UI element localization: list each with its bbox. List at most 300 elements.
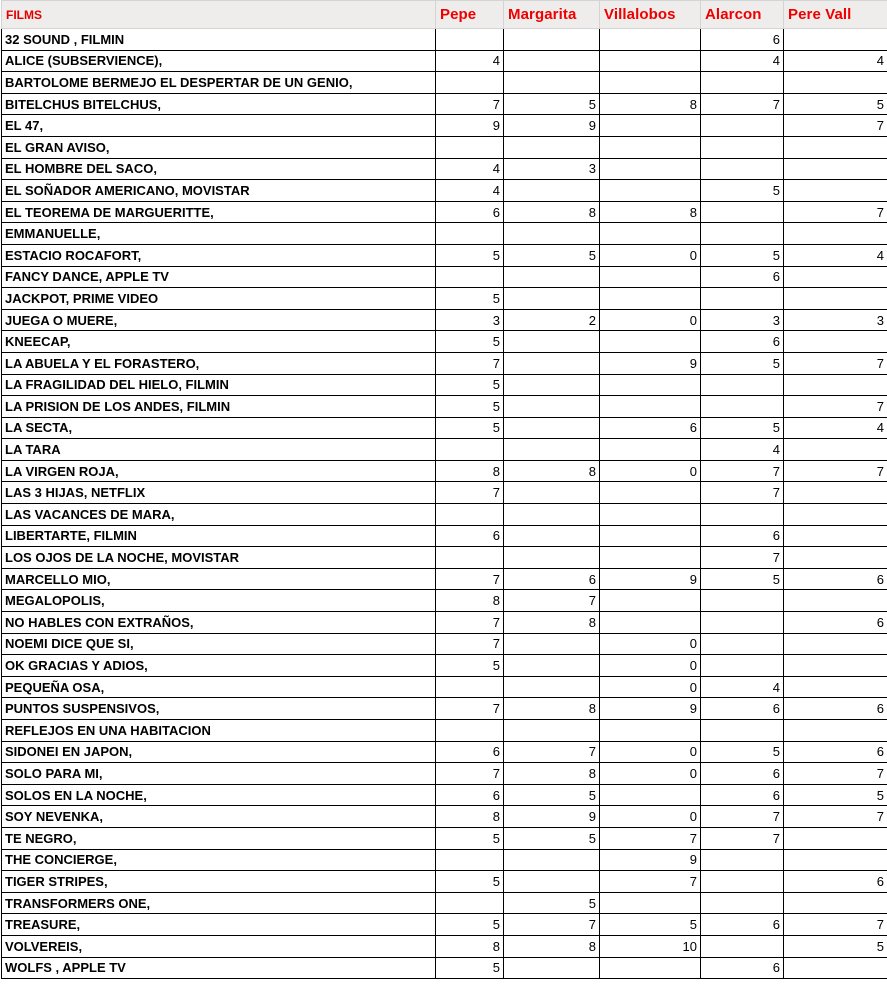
table-row bbox=[2, 612, 887, 634]
rating-cell-villalobos[interactable] bbox=[600, 29, 701, 51]
table-row bbox=[2, 525, 887, 547]
rating-cell-margarita[interactable]: 5 bbox=[504, 784, 600, 806]
rating-cell-villalobos[interactable]: 7 bbox=[600, 871, 701, 893]
rating-cell-margarita[interactable]: 5 bbox=[504, 892, 600, 914]
rating-cell-margarita[interactable] bbox=[504, 525, 600, 547]
rating-cell-pepe[interactable]: 7 bbox=[436, 352, 504, 374]
table-row bbox=[2, 72, 887, 94]
rating-cell-margarita[interactable] bbox=[504, 396, 600, 418]
rating-cell-pere-vall[interactable]: 7 bbox=[784, 115, 887, 137]
rating-cell-pepe[interactable]: 8 bbox=[436, 935, 504, 957]
film-title-cell[interactable]: SOLOS EN LA NOCHE, bbox=[2, 784, 436, 806]
rating-cell-margarita[interactable] bbox=[504, 871, 600, 893]
table-row bbox=[2, 374, 887, 396]
rating-cell-alarcon[interactable]: 5 bbox=[701, 244, 784, 266]
rating-cell-villalobos[interactable]: 0 bbox=[600, 763, 701, 785]
rating-cell-alarcon[interactable]: 6 bbox=[701, 698, 784, 720]
film-title-cell[interactable]: LA VIRGEN ROJA, bbox=[2, 460, 436, 482]
rating-cell-alarcon[interactable]: 7 bbox=[701, 93, 784, 115]
film-title-cell[interactable]: LA FRAGILIDAD DEL HIELO, FILMIN bbox=[2, 374, 436, 396]
table-row bbox=[2, 115, 887, 137]
rating-cell-margarita[interactable]: 8 bbox=[504, 763, 600, 785]
rating-cell-margarita[interactable] bbox=[504, 957, 600, 979]
rating-cell-villalobos[interactable]: 9 bbox=[600, 849, 701, 871]
rating-cell-villalobos[interactable] bbox=[600, 482, 701, 504]
rating-cell-pepe[interactable]: 6 bbox=[436, 201, 504, 223]
rating-cell-alarcon[interactable]: 7 bbox=[701, 547, 784, 569]
rating-cell-villalobos[interactable]: 0 bbox=[600, 244, 701, 266]
rating-cell-pere-vall[interactable] bbox=[784, 29, 887, 51]
rating-cell-pere-vall[interactable]: 4 bbox=[784, 244, 887, 266]
film-title-cell[interactable]: EL TEOREMA DE MARGUERITTE, bbox=[2, 201, 436, 223]
film-title-cell[interactable]: BARTOLOME BERMEJO EL DESPERTAR DE UN GENIO, bbox=[2, 72, 436, 94]
rating-cell-margarita[interactable] bbox=[504, 223, 600, 245]
rating-cell-villalobos[interactable]: 6 bbox=[600, 417, 701, 439]
rating-cell-alarcon[interactable]: 7 bbox=[701, 482, 784, 504]
rating-cell-villalobos[interactable]: 7 bbox=[600, 827, 701, 849]
film-title-cell[interactable]: OK GRACIAS Y ADIOS, bbox=[2, 655, 436, 677]
rating-cell-pepe[interactable]: 5 bbox=[436, 871, 504, 893]
rating-cell-pepe[interactable] bbox=[436, 223, 504, 245]
rating-cell-pere-vall[interactable]: 6 bbox=[784, 741, 887, 763]
rating-cell-pepe[interactable]: 5 bbox=[436, 374, 504, 396]
rating-cell-pepe[interactable] bbox=[436, 547, 504, 569]
rating-cell-margarita[interactable]: 7 bbox=[504, 590, 600, 612]
rating-cell-pepe[interactable] bbox=[436, 849, 504, 871]
film-title-cell[interactable]: NO HABLES CON EXTRAÑOS, bbox=[2, 612, 436, 634]
rating-cell-villalobos[interactable] bbox=[600, 547, 701, 569]
rating-cell-alarcon[interactable] bbox=[701, 115, 784, 137]
rating-cell-margarita[interactable]: 8 bbox=[504, 698, 600, 720]
rating-cell-pere-vall[interactable] bbox=[784, 547, 887, 569]
table-row bbox=[2, 482, 887, 504]
rating-cell-pepe[interactable]: 5 bbox=[436, 244, 504, 266]
rating-cell-margarita[interactable]: 9 bbox=[504, 806, 600, 828]
rating-cell-alarcon[interactable] bbox=[701, 136, 784, 158]
rating-cell-villalobos[interactable] bbox=[600, 396, 701, 418]
rating-cell-alarcon[interactable]: 6 bbox=[701, 914, 784, 936]
table-row bbox=[2, 741, 887, 763]
rating-cell-margarita[interactable] bbox=[504, 136, 600, 158]
table-row bbox=[2, 633, 887, 655]
film-title-cell[interactable]: LIBERTARTE, FILMIN bbox=[2, 525, 436, 547]
rating-cell-alarcon[interactable] bbox=[701, 374, 784, 396]
rating-cell-villalobos[interactable]: 9 bbox=[600, 698, 701, 720]
column-header-pepe[interactable]: Pepe bbox=[436, 1, 504, 29]
rating-cell-margarita[interactable] bbox=[504, 50, 600, 72]
film-title-cell[interactable]: PEQUEÑA OSA, bbox=[2, 676, 436, 698]
rating-cell-villalobos[interactable]: 0 bbox=[600, 676, 701, 698]
film-title-cell[interactable]: REFLEJOS EN UNA HABITACION bbox=[2, 720, 436, 742]
rating-cell-margarita[interactable] bbox=[504, 547, 600, 569]
rating-cell-margarita[interactable]: 5 bbox=[504, 244, 600, 266]
film-title-cell[interactable]: MEGALOPOLIS, bbox=[2, 590, 436, 612]
rating-cell-villalobos[interactable] bbox=[600, 525, 701, 547]
rating-cell-alarcon[interactable]: 6 bbox=[701, 763, 784, 785]
table-row bbox=[2, 180, 887, 202]
table-row bbox=[2, 223, 887, 245]
rating-cell-alarcon[interactable] bbox=[701, 396, 784, 418]
table-row bbox=[2, 288, 887, 310]
film-title-cell[interactable]: LAS VACANCES DE MARA, bbox=[2, 504, 436, 526]
film-title-cell[interactable]: EL HOMBRE DEL SACO, bbox=[2, 158, 436, 180]
column-header-alarcon[interactable]: Alarcon bbox=[701, 1, 784, 29]
rating-cell-alarcon[interactable] bbox=[701, 590, 784, 612]
rating-cell-pere-vall[interactable] bbox=[784, 439, 887, 461]
film-title-cell[interactable]: SIDONEI EN JAPON, bbox=[2, 741, 436, 763]
table-row bbox=[2, 806, 887, 828]
rating-cell-pere-vall[interactable]: 3 bbox=[784, 309, 887, 331]
film-title-cell[interactable]: TREASURE, bbox=[2, 914, 436, 936]
rating-cell-alarcon[interactable] bbox=[701, 72, 784, 94]
rating-cell-pere-vall[interactable]: 6 bbox=[784, 871, 887, 893]
table-row bbox=[2, 849, 887, 871]
table-row bbox=[2, 827, 887, 849]
rating-cell-pepe[interactable]: 4 bbox=[436, 50, 504, 72]
rating-cell-villalobos[interactable] bbox=[600, 115, 701, 137]
film-title-cell[interactable]: ALICE (SUBSERVIENCE), bbox=[2, 50, 436, 72]
rating-cell-margarita[interactable]: 8 bbox=[504, 201, 600, 223]
rating-cell-pere-vall[interactable] bbox=[784, 72, 887, 94]
table-row bbox=[2, 29, 887, 51]
rating-cell-alarcon[interactable] bbox=[701, 612, 784, 634]
rating-cell-villalobos[interactable]: 10 bbox=[600, 935, 701, 957]
film-title-cell[interactable]: SOY NEVENKA, bbox=[2, 806, 436, 828]
rating-cell-margarita[interactable]: 8 bbox=[504, 935, 600, 957]
rating-cell-pepe[interactable]: 5 bbox=[436, 417, 504, 439]
rating-cell-pepe[interactable]: 7 bbox=[436, 612, 504, 634]
column-header-pere-vall[interactable]: Pere Vall bbox=[784, 1, 887, 29]
rating-cell-pere-vall[interactable] bbox=[784, 633, 887, 655]
rating-cell-pere-vall[interactable]: 5 bbox=[784, 784, 887, 806]
rating-cell-villalobos[interactable] bbox=[600, 331, 701, 353]
rating-cell-villalobos[interactable] bbox=[600, 439, 701, 461]
rating-cell-pepe[interactable]: 3 bbox=[436, 309, 504, 331]
rating-cell-alarcon[interactable] bbox=[701, 849, 784, 871]
table-row bbox=[2, 698, 887, 720]
rating-cell-margarita[interactable]: 2 bbox=[504, 309, 600, 331]
film-title-cell[interactable]: FANCY DANCE, APPLE TV bbox=[2, 266, 436, 288]
rating-cell-margarita[interactable] bbox=[504, 676, 600, 698]
rating-cell-pere-vall[interactable]: 4 bbox=[784, 417, 887, 439]
rating-cell-pere-vall[interactable] bbox=[784, 827, 887, 849]
rating-cell-margarita[interactable] bbox=[504, 633, 600, 655]
rating-cell-villalobos[interactable] bbox=[600, 892, 701, 914]
rating-cell-pere-vall[interactable]: 4 bbox=[784, 50, 887, 72]
film-title-cell[interactable]: EMMANUELLE, bbox=[2, 223, 436, 245]
rating-cell-villalobos[interactable] bbox=[600, 266, 701, 288]
rating-cell-pere-vall[interactable] bbox=[784, 180, 887, 202]
rating-cell-pepe[interactable]: 6 bbox=[436, 741, 504, 763]
film-title-cell[interactable]: WOLFS , APPLE TV bbox=[2, 957, 436, 979]
film-title-cell[interactable]: LA SECTA, bbox=[2, 417, 436, 439]
rating-cell-margarita[interactable] bbox=[504, 288, 600, 310]
film-title-cell[interactable]: PUNTOS SUSPENSIVOS, bbox=[2, 698, 436, 720]
rating-cell-alarcon[interactable] bbox=[701, 288, 784, 310]
rating-cell-pere-vall[interactable]: 7 bbox=[784, 201, 887, 223]
rating-cell-villalobos[interactable]: 0 bbox=[600, 460, 701, 482]
film-title-cell[interactable]: TIGER STRIPES, bbox=[2, 871, 436, 893]
rating-cell-alarcon[interactable]: 6 bbox=[701, 331, 784, 353]
rating-cell-alarcon[interactable]: 6 bbox=[701, 784, 784, 806]
table-row bbox=[2, 590, 887, 612]
rating-cell-margarita[interactable] bbox=[504, 352, 600, 374]
film-title-cell[interactable]: TE NEGRO, bbox=[2, 827, 436, 849]
rating-cell-villalobos[interactable] bbox=[600, 590, 701, 612]
rating-cell-villalobos[interactable] bbox=[600, 136, 701, 158]
rating-cell-alarcon[interactable]: 7 bbox=[701, 806, 784, 828]
film-title-cell[interactable]: NOEMI DICE QUE SI, bbox=[2, 633, 436, 655]
rating-cell-alarcon[interactable] bbox=[701, 201, 784, 223]
rating-cell-margarita[interactable] bbox=[504, 482, 600, 504]
rating-cell-alarcon[interactable] bbox=[701, 633, 784, 655]
table-row bbox=[2, 763, 887, 785]
rating-cell-villalobos[interactable]: 0 bbox=[600, 741, 701, 763]
rating-cell-alarcon[interactable]: 3 bbox=[701, 309, 784, 331]
rating-cell-pere-vall[interactable]: 5 bbox=[784, 935, 887, 957]
ratings-table bbox=[1, 0, 887, 979]
rating-cell-margarita[interactable] bbox=[504, 849, 600, 871]
rating-cell-margarita[interactable] bbox=[504, 374, 600, 396]
rating-cell-villalobos[interactable] bbox=[600, 504, 701, 526]
rating-cell-pepe[interactable]: 7 bbox=[436, 482, 504, 504]
table-row bbox=[2, 504, 887, 526]
rating-cell-pepe[interactable]: 7 bbox=[436, 698, 504, 720]
rating-cell-villalobos[interactable]: 0 bbox=[600, 655, 701, 677]
rating-cell-alarcon[interactable]: 5 bbox=[701, 417, 784, 439]
rating-cell-pepe[interactable]: 7 bbox=[436, 763, 504, 785]
table-row bbox=[2, 914, 887, 936]
rating-cell-pere-vall[interactable]: 7 bbox=[784, 763, 887, 785]
rating-cell-pepe[interactable]: 5 bbox=[436, 288, 504, 310]
film-title-cell[interactable]: LOS OJOS DE LA NOCHE, MOVISTAR bbox=[2, 547, 436, 569]
rating-cell-villalobos[interactable] bbox=[600, 180, 701, 202]
rating-cell-pepe[interactable]: 7 bbox=[436, 568, 504, 590]
film-title-cell[interactable]: TRANSFORMERS ONE, bbox=[2, 892, 436, 914]
rating-cell-margarita[interactable] bbox=[504, 417, 600, 439]
rating-cell-pepe[interactable] bbox=[436, 892, 504, 914]
rating-cell-villalobos[interactable]: 8 bbox=[600, 93, 701, 115]
rating-cell-pere-vall[interactable] bbox=[784, 957, 887, 979]
rating-cell-margarita[interactable]: 9 bbox=[504, 115, 600, 137]
rating-cell-alarcon[interactable] bbox=[701, 935, 784, 957]
rating-cell-pere-vall[interactable] bbox=[784, 676, 887, 698]
rating-cell-pepe[interactable]: 7 bbox=[436, 633, 504, 655]
rating-cell-pepe[interactable] bbox=[436, 266, 504, 288]
rating-cell-pere-vall[interactable] bbox=[784, 482, 887, 504]
film-title-cell[interactable]: JACKPOT, PRIME VIDEO bbox=[2, 288, 436, 310]
rating-cell-alarcon[interactable]: 6 bbox=[701, 29, 784, 51]
rating-cell-pepe[interactable] bbox=[436, 136, 504, 158]
column-header-films[interactable]: FILMS bbox=[2, 1, 436, 29]
rating-cell-pepe[interactable]: 6 bbox=[436, 784, 504, 806]
rating-cell-pere-vall[interactable] bbox=[784, 331, 887, 353]
rating-cell-alarcon[interactable] bbox=[701, 655, 784, 677]
rating-cell-pepe[interactable] bbox=[436, 439, 504, 461]
rating-cell-pere-vall[interactable] bbox=[784, 892, 887, 914]
film-title-cell[interactable]: LAS 3 HIJAS, NETFLIX bbox=[2, 482, 436, 504]
rating-cell-pepe[interactable]: 5 bbox=[436, 914, 504, 936]
film-title-cell[interactable]: JUEGA O MUERE, bbox=[2, 309, 436, 331]
rating-cell-pepe[interactable] bbox=[436, 676, 504, 698]
table-row bbox=[2, 266, 887, 288]
rating-cell-pepe[interactable]: 6 bbox=[436, 525, 504, 547]
rating-cell-pere-vall[interactable] bbox=[784, 655, 887, 677]
rating-cell-villalobos[interactable] bbox=[600, 720, 701, 742]
rating-cell-margarita[interactable]: 3 bbox=[504, 158, 600, 180]
table-row bbox=[2, 655, 887, 677]
rating-cell-margarita[interactable]: 7 bbox=[504, 741, 600, 763]
rating-cell-margarita[interactable]: 5 bbox=[504, 93, 600, 115]
rating-cell-villalobos[interactable] bbox=[600, 612, 701, 634]
rating-cell-villalobos[interactable]: 0 bbox=[600, 309, 701, 331]
rating-cell-margarita[interactable] bbox=[504, 29, 600, 51]
rating-cell-pere-vall[interactable]: 6 bbox=[784, 568, 887, 590]
film-title-cell[interactable]: BITELCHUS BITELCHUS, bbox=[2, 93, 436, 115]
rating-cell-margarita[interactable] bbox=[504, 72, 600, 94]
rating-cell-alarcon[interactable] bbox=[701, 223, 784, 245]
rating-cell-margarita[interactable]: 6 bbox=[504, 568, 600, 590]
rating-cell-pere-vall[interactable]: 5 bbox=[784, 93, 887, 115]
rating-cell-pere-vall[interactable] bbox=[784, 136, 887, 158]
rating-cell-margarita[interactable] bbox=[504, 720, 600, 742]
rating-cell-alarcon[interactable]: 4 bbox=[701, 676, 784, 698]
rating-cell-alarcon[interactable] bbox=[701, 892, 784, 914]
rating-cell-alarcon[interactable]: 5 bbox=[701, 741, 784, 763]
rating-cell-villalobos[interactable] bbox=[600, 72, 701, 94]
rating-cell-pepe[interactable]: 8 bbox=[436, 806, 504, 828]
rating-cell-pere-vall[interactable]: 7 bbox=[784, 352, 887, 374]
rating-cell-pepe[interactable]: 5 bbox=[436, 957, 504, 979]
rating-cell-pepe[interactable]: 8 bbox=[436, 590, 504, 612]
rating-cell-villalobos[interactable] bbox=[600, 288, 701, 310]
rating-cell-margarita[interactable]: 8 bbox=[504, 612, 600, 634]
rating-cell-pere-vall[interactable]: 7 bbox=[784, 396, 887, 418]
table-row bbox=[2, 871, 887, 893]
rating-cell-pepe[interactable]: 5 bbox=[436, 396, 504, 418]
rating-cell-pere-vall[interactable]: 7 bbox=[784, 914, 887, 936]
rating-cell-margarita[interactable]: 5 bbox=[504, 827, 600, 849]
film-title-cell[interactable]: EL 47, bbox=[2, 115, 436, 137]
rating-cell-alarcon[interactable]: 7 bbox=[701, 827, 784, 849]
rating-cell-villalobos[interactable] bbox=[600, 784, 701, 806]
rating-cell-alarcon[interactable] bbox=[701, 871, 784, 893]
rating-cell-villalobos[interactable] bbox=[600, 223, 701, 245]
rating-cell-pere-vall[interactable] bbox=[784, 158, 887, 180]
rating-cell-alarcon[interactable]: 4 bbox=[701, 439, 784, 461]
rating-cell-alarcon[interactable]: 5 bbox=[701, 352, 784, 374]
rating-cell-pere-vall[interactable] bbox=[784, 266, 887, 288]
film-title-cell[interactable]: LA TARA bbox=[2, 439, 436, 461]
rating-cell-pepe[interactable]: 5 bbox=[436, 827, 504, 849]
rating-cell-pere-vall[interactable]: 6 bbox=[784, 698, 887, 720]
rating-cell-alarcon[interactable]: 4 bbox=[701, 50, 784, 72]
rating-cell-margarita[interactable]: 7 bbox=[504, 914, 600, 936]
rating-cell-margarita[interactable] bbox=[504, 266, 600, 288]
rating-cell-margarita[interactable] bbox=[504, 439, 600, 461]
rating-cell-pere-vall[interactable] bbox=[784, 223, 887, 245]
rating-cell-pere-vall[interactable]: 7 bbox=[784, 806, 887, 828]
rating-cell-margarita[interactable] bbox=[504, 331, 600, 353]
film-title-cell[interactable]: LA ABUELA Y EL FORASTERO, bbox=[2, 352, 436, 374]
column-header-villalobos[interactable]: Villalobos bbox=[600, 1, 701, 29]
rating-cell-alarcon[interactable] bbox=[701, 720, 784, 742]
film-title-cell[interactable]: SOLO PARA MI, bbox=[2, 763, 436, 785]
column-header-margarita[interactable]: Margarita bbox=[504, 1, 600, 29]
rating-cell-alarcon[interactable] bbox=[701, 504, 784, 526]
rating-cell-alarcon[interactable]: 7 bbox=[701, 460, 784, 482]
rating-cell-pere-vall[interactable] bbox=[784, 590, 887, 612]
film-title-cell[interactable]: EL GRAN AVISO, bbox=[2, 136, 436, 158]
rating-cell-villalobos[interactable] bbox=[600, 957, 701, 979]
rating-cell-villalobos[interactable]: 9 bbox=[600, 352, 701, 374]
rating-cell-pepe[interactable] bbox=[436, 504, 504, 526]
table-row bbox=[2, 568, 887, 590]
rating-cell-pere-vall[interactable] bbox=[784, 849, 887, 871]
rating-cell-pepe[interactable]: 7 bbox=[436, 93, 504, 115]
rating-cell-pepe[interactable]: 9 bbox=[436, 115, 504, 137]
rating-cell-pepe[interactable] bbox=[436, 29, 504, 51]
rating-cell-pere-vall[interactable] bbox=[784, 374, 887, 396]
rating-cell-villalobos[interactable]: 0 bbox=[600, 633, 701, 655]
film-title-cell[interactable]: 32 SOUND , FILMIN bbox=[2, 29, 436, 51]
rating-cell-alarcon[interactable] bbox=[701, 158, 784, 180]
rating-cell-pere-vall[interactable] bbox=[784, 720, 887, 742]
rating-cell-pepe[interactable]: 5 bbox=[436, 331, 504, 353]
rating-cell-pere-vall[interactable] bbox=[784, 525, 887, 547]
rating-cell-alarcon[interactable]: 6 bbox=[701, 957, 784, 979]
table-row bbox=[2, 417, 887, 439]
film-title-cell[interactable]: MARCELLO MIO, bbox=[2, 568, 436, 590]
film-title-cell[interactable]: EL SOÑADOR AMERICANO, MOVISTAR bbox=[2, 180, 436, 202]
rating-cell-villalobos[interactable] bbox=[600, 158, 701, 180]
rating-cell-villalobos[interactable]: 8 bbox=[600, 201, 701, 223]
rating-cell-pepe[interactable]: 4 bbox=[436, 180, 504, 202]
rating-cell-villalobos[interactable] bbox=[600, 50, 701, 72]
rating-cell-pepe[interactable]: 8 bbox=[436, 460, 504, 482]
rating-cell-margarita[interactable] bbox=[504, 504, 600, 526]
rating-cell-pepe[interactable]: 4 bbox=[436, 158, 504, 180]
table-row bbox=[2, 460, 887, 482]
film-title-cell[interactable]: VOLVEREIS, bbox=[2, 935, 436, 957]
rating-cell-villalobos[interactable]: 9 bbox=[600, 568, 701, 590]
rating-cell-margarita[interactable] bbox=[504, 655, 600, 677]
rating-cell-margarita[interactable] bbox=[504, 180, 600, 202]
rating-cell-pere-vall[interactable]: 7 bbox=[784, 460, 887, 482]
rating-cell-alarcon[interactable]: 6 bbox=[701, 525, 784, 547]
rating-cell-pepe[interactable]: 5 bbox=[436, 655, 504, 677]
rating-cell-pepe[interactable] bbox=[436, 72, 504, 94]
rating-cell-villalobos[interactable] bbox=[600, 374, 701, 396]
rating-cell-alarcon[interactable]: 6 bbox=[701, 266, 784, 288]
rating-cell-alarcon[interactable]: 5 bbox=[701, 568, 784, 590]
rating-cell-pere-vall[interactable]: 6 bbox=[784, 612, 887, 634]
rating-cell-pepe[interactable] bbox=[436, 720, 504, 742]
table-row bbox=[2, 892, 887, 914]
rating-cell-pere-vall[interactable] bbox=[784, 288, 887, 310]
table-row bbox=[2, 136, 887, 158]
rating-cell-margarita[interactable]: 8 bbox=[504, 460, 600, 482]
film-title-cell[interactable]: KNEECAP, bbox=[2, 331, 436, 353]
film-title-cell[interactable]: ESTACIO ROCAFORT, bbox=[2, 244, 436, 266]
rating-cell-pere-vall[interactable] bbox=[784, 504, 887, 526]
rating-cell-villalobos[interactable]: 5 bbox=[600, 914, 701, 936]
film-title-cell[interactable]: THE CONCIERGE, bbox=[2, 849, 436, 871]
rating-cell-villalobos[interactable]: 0 bbox=[600, 806, 701, 828]
rating-cell-alarcon[interactable]: 5 bbox=[701, 180, 784, 202]
table-row bbox=[2, 720, 887, 742]
film-title-cell[interactable]: LA PRISION DE LOS ANDES, FILMIN bbox=[2, 396, 436, 418]
